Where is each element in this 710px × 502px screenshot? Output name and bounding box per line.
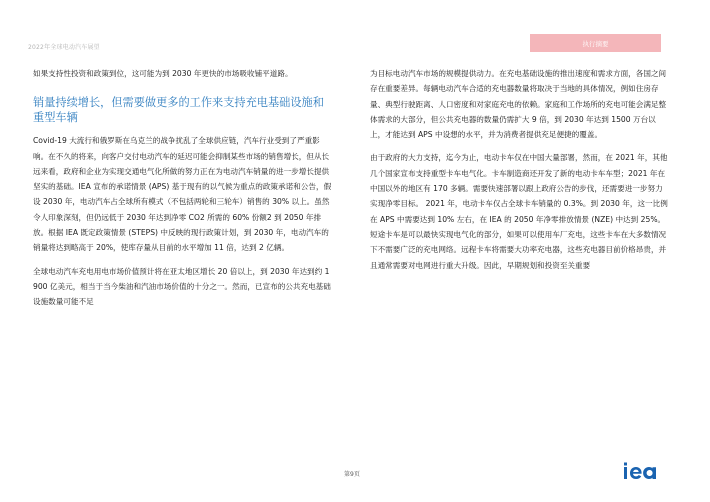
left-paragraph-1: 如果支持性投资和政策到位，这可能为到 2030 年更快的市场吸收铺平道路。 [33, 69, 293, 78]
right-paragraph-2: 由于政府的大力支持，迄今为止，电动卡车仅在中国大量部署，然而，在 2021 年，其他几个国家宣布支持重型卡车电气化。卡车制造商还开发了新的电动卡车车型；2021 年在中国以外的地区有 170 多辆。需要快速部署以跟上政府公告的步伐，还需要进一步努力实现净零目标。 2021 年，电动卡车仅占全球卡车销量的 0.3%。到 2030 年，这一比例在 APS 中需要达到 10% 左右，在 IEA 的 2050 年净零排放情景 (NZE) 中达到 25%。短途卡车是可以最快实现电气化的部分，如果可以使用车厂充电，这些卡车在大多数情况下不需要广泛的充电网络。远程卡车将需要大功率充电器，这些充电器目前价格昂贵，并且通常需要对电网进行重大升级。因此，早期规划和投资至关重要 [370, 153, 668, 270]
header-title: 2022年全球电动汽车展望 [28, 44, 100, 51]
page-number: 第9页 [344, 471, 360, 478]
right-column [370, 66, 668, 273]
spacer [33, 81, 333, 95]
spacer [33, 125, 333, 133]
left-paragraph-3: 全球电动汽车充电用电市场价值预计将在亚太地区增长 20 倍以上，到 2030 年达到约 1900 亿美元，相当于当今柴油和汽油市场价值的十分之一。然而，已宣布的公共充电基础设施数量可能不足 [33, 266, 331, 307]
left-column [33, 66, 333, 310]
right-paragraph-1: 为目标电动汽车市场的规模提供动力。在充电基础设施的推出速度和需求方面，各国之间存在重要差异。每辆电动汽车合适的充电器数量将取决于当地的具体情况，例如住房存量、典型行驶距离、人口密度和对家庭充电的依赖。家庭和工作场所的充电可能会满足整体需求的大部分，但公共充电器的数量仍需扩大 9 倍，到 2030 年达到 1500 万台以上，才能达到 APS 中设想的水平，并为消费者提供充足便捷的覆盖。 [370, 69, 667, 140]
iea-logo [623, 462, 657, 480]
section-tag: 执行摘要 [530, 34, 661, 52]
spacer [33, 256, 333, 264]
spacer [370, 142, 668, 150]
left-paragraph-2: Covid-19 大流行和俄罗斯在乌克兰的战争扰乱了全球供应链，汽车行业受到了严重影响。在不久的将来，向客户交付电动汽车的延迟可能会抑制某些市场的销售增长，但从长远来看，政府和企业为实现交通电气化所做的努力正在为电动汽车销量的进一步增长提供坚实的基础。IEA 宣布的承诺情景 (APS) 基于现有的以气候为重点的政策承诺和公告，假设 2030 年，电动汽车占全球所有模式（不包括两轮和三轮车）销售的 30% 以上。虽然令人印象深刻，但仍远低于 2030 年达到净零 CO2 所需的 60% 份额2 到 2050 年排放。根据 IEA 既定政策情景 (STEPS) 中反映的现行政策计划，到 2030 年，电动汽车的销量将达到略高于 20%，使库存量从目前的水平增加 11 倍，达到 2 亿辆。 [33, 136, 332, 253]
section-heading: 销量持续增长，但需要做更多的工作来支持充电基础设施和重型车辆 [33, 96, 324, 125]
